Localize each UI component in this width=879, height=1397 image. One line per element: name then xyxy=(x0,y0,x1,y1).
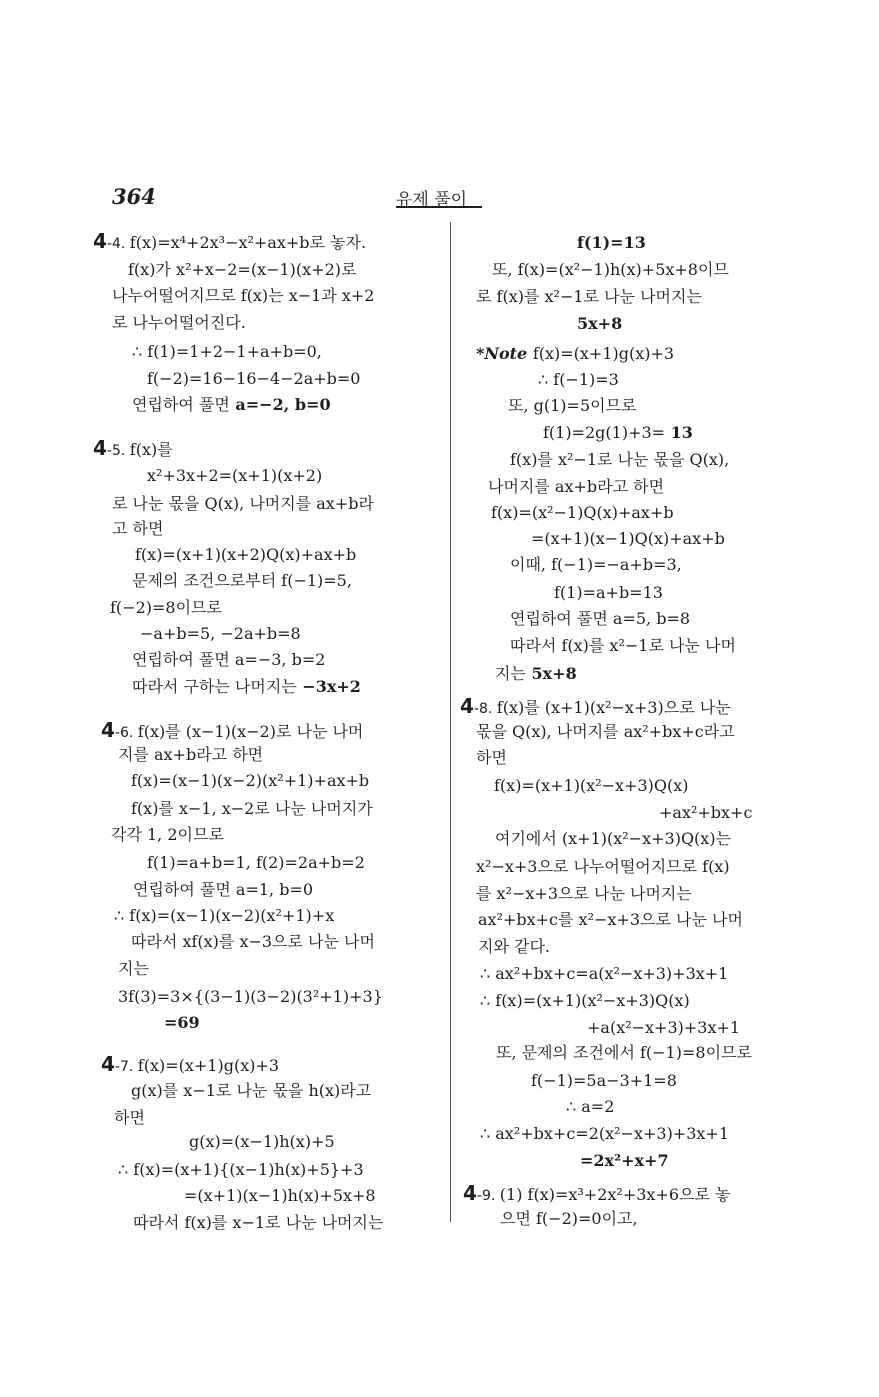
right-line xyxy=(495,664,577,684)
line-text: =(x+1)(x−1)h(x)+5x+8 xyxy=(184,1186,376,1205)
left-line xyxy=(133,880,313,900)
line-text: =(x+1)(x−1)Q(x)+ax+b xyxy=(531,529,725,548)
line-text: 으면 f(−2)=0이고, xyxy=(500,1209,638,1228)
line-text: 각각 1, 2이므로 xyxy=(111,825,224,844)
line-text: 지는 xyxy=(495,664,526,683)
line-text: 연립하여 풀면 a=−3, b=2 xyxy=(132,650,326,669)
left-line xyxy=(112,494,374,514)
left-line xyxy=(118,1160,364,1180)
right-line xyxy=(460,696,731,719)
left-line xyxy=(110,598,222,618)
line-text: 또, 문제의 조건에서 f(−1)=8이므로 xyxy=(496,1043,752,1062)
right-line xyxy=(476,344,674,364)
left-line xyxy=(131,932,375,952)
line-text: +ax²+bx+c xyxy=(659,803,753,822)
line-text: 이때, f(−1)=−a+b=3, xyxy=(510,555,682,574)
left-line xyxy=(147,466,322,486)
left-line xyxy=(118,745,263,765)
left-line xyxy=(135,545,356,565)
line-text: 또, f(x)=(x²−1)h(x)+5x+8이므 xyxy=(492,260,729,279)
right-line xyxy=(496,1043,752,1063)
line-text: f(x)를 xyxy=(129,440,173,459)
line-text: ∴ f(−1)=3 xyxy=(538,370,619,389)
problem-subnumber: -5. xyxy=(106,443,130,459)
line-text: 여기에서 (x+1)(x²−x+3)Q(x)는 xyxy=(495,829,732,848)
line-text: 몫을 Q(x), 나머지를 ax²+bx+c라고 xyxy=(476,722,735,741)
right-line xyxy=(478,937,550,957)
left-line xyxy=(114,1108,145,1128)
line-text: 연립하여 풀면 xyxy=(132,395,230,414)
line-text: ax²+bx+c를 x²−x+3으로 나눈 나머 xyxy=(478,910,743,929)
line-text: g(x)를 x−1로 나눈 몫을 h(x)라고 xyxy=(131,1081,372,1100)
line-text: ∴ ax²+bx+c=2(x²−x+3)+3x+1 xyxy=(480,1124,729,1143)
line-text: 지는 xyxy=(118,959,149,978)
line-text: 문제의 조건으로부터 f(−1)=5, xyxy=(132,571,352,590)
right-line xyxy=(492,260,729,280)
left-line xyxy=(131,771,369,791)
line-text: 하면 xyxy=(476,748,507,767)
line-text: x²+3x+2=(x+1)(x+2) xyxy=(147,466,323,485)
left-line xyxy=(164,1013,200,1033)
left-line xyxy=(112,313,246,333)
line-text: ∴ a=2 xyxy=(566,1097,615,1116)
right-line xyxy=(508,396,637,416)
left-line xyxy=(114,906,334,926)
right-line xyxy=(476,748,507,768)
right-line xyxy=(510,450,729,470)
answer-text: 5x+8 xyxy=(525,664,577,683)
line-text: 또, g(1)=5이므로 xyxy=(508,396,637,415)
problem-number: 4 xyxy=(93,436,107,460)
line-text: f(x)=(x²−1)Q(x)+ax+b xyxy=(491,503,674,522)
right-line xyxy=(659,803,752,823)
left-line xyxy=(132,395,331,415)
line-text: (1) f(x)=x³+2x²+3x+6으로 놓 xyxy=(499,1185,731,1204)
line-text: 지와 같다. xyxy=(478,937,550,956)
right-line xyxy=(476,287,702,307)
right-line xyxy=(510,555,682,575)
line-text: g(x)=(x−1)h(x)+5 xyxy=(189,1132,335,1151)
line-text: f(x)를 x²−1로 나눈 몫을 Q(x), xyxy=(510,450,730,469)
line-text: 연립하여 풀면 a=1, b=0 xyxy=(133,880,314,899)
right-line xyxy=(566,1097,614,1117)
right-line xyxy=(495,829,731,849)
problem-subnumber: -8. xyxy=(473,701,497,717)
left-line xyxy=(101,720,363,743)
right-line xyxy=(476,722,735,742)
line-text: ∴ f(x)=(x+1)(x²−x+3)Q(x) xyxy=(480,991,690,1010)
line-text: x²−x+3으로 나누어떨어지므로 f(x) xyxy=(476,857,730,876)
right-line xyxy=(577,233,646,253)
problem-number: 4 xyxy=(460,694,474,718)
left-line xyxy=(128,260,356,280)
right-line xyxy=(500,1209,638,1229)
line-text: 고 하면 xyxy=(112,519,164,538)
left-line xyxy=(133,1213,383,1233)
line-text: −a+b=5, −2a+b=8 xyxy=(140,624,301,643)
left-line xyxy=(112,286,374,306)
left-line xyxy=(132,677,361,697)
right-line xyxy=(510,609,690,629)
right-line xyxy=(538,370,619,390)
problem-subnumber: -7. xyxy=(114,1059,138,1075)
left-line xyxy=(112,519,163,539)
left-line xyxy=(118,959,149,979)
right-line xyxy=(587,1018,740,1038)
problem-subnumber: -4. xyxy=(106,236,130,252)
left-line xyxy=(118,987,383,1007)
line-text: 따라서 f(x)를 x−1로 나눈 나머지는 xyxy=(133,1213,384,1232)
right-line xyxy=(480,1124,729,1144)
left-line xyxy=(93,438,173,461)
line-text: ∴ f(x)=(x+1){(x−1)h(x)+5}+3 xyxy=(118,1160,364,1179)
line-text: f(x)=(x+1)(x+2)Q(x)+ax+b xyxy=(135,545,357,564)
right-line xyxy=(488,477,664,497)
line-text: 하면 xyxy=(114,1108,145,1127)
line-text: 로 나눈 몫을 Q(x), 나머지를 ax+b라 xyxy=(112,494,374,513)
line-text: f(x)=x⁴+2x³−x²+ax+b로 놓자. xyxy=(129,233,367,252)
line-text: +a(x²−x+3)+3x+1 xyxy=(587,1018,741,1037)
line-text: 로 나누어떨어진다. xyxy=(112,313,246,332)
line-text: 3f(3)=3×{(3−1)(3−2)(3²+1)+3} xyxy=(118,987,383,1006)
page-number: 364 xyxy=(112,184,156,209)
line-text: f(x)=(x+1)g(x)+3 xyxy=(137,1056,280,1075)
right-line xyxy=(531,1071,677,1091)
answer-text: f(1)=13 xyxy=(577,233,646,252)
line-text: f(−2)=8이므로 xyxy=(110,598,222,617)
right-line xyxy=(476,857,730,877)
line-text: f(−2)=16−16−4−2a+b=0 xyxy=(147,369,361,388)
line-text: ∴ ax²+bx+c=a(x²−x+3)+3x+1 xyxy=(480,964,729,983)
answer-text: =69 xyxy=(164,1013,200,1032)
right-line xyxy=(480,964,728,984)
line-text: 연립하여 풀면 a=5, b=8 xyxy=(510,609,691,628)
line-text: 로 f(x)를 x²−1로 나눈 나머지는 xyxy=(476,287,702,306)
running-head: 유제 풀이 xyxy=(396,190,468,210)
right-line xyxy=(491,503,674,523)
running-head-underline xyxy=(396,206,482,208)
line-text: 나누어떨어지므로 f(x)는 x−1과 x+2 xyxy=(112,286,375,305)
line-text: f(x)를 x−1, x−2로 나눈 나머지가 xyxy=(131,799,373,818)
line-text: f(x)=(x+1)g(x)+3 xyxy=(532,344,675,363)
note-label: *Note xyxy=(476,344,533,363)
line-text: f(x)를 (x−1)(x−2)로 나눈 나머 xyxy=(137,722,364,741)
answer-text: =2x²+x+7 xyxy=(580,1151,669,1170)
right-line xyxy=(476,884,692,904)
right-line xyxy=(580,1151,669,1171)
left-line xyxy=(140,624,301,644)
right-line xyxy=(531,529,725,549)
left-line xyxy=(93,231,366,254)
left-line xyxy=(132,342,322,362)
right-line xyxy=(478,910,743,930)
line-text: 따라서 구하는 나머지는 xyxy=(132,677,297,696)
left-line xyxy=(189,1132,335,1152)
left-line xyxy=(131,1081,371,1101)
answer-text: 5x+8 xyxy=(577,314,623,333)
line-text: f(x)가 x²+x−2=(x−1)(x+2)로 xyxy=(128,260,357,279)
line-text: ∴ f(x)=(x−1)(x−2)(x²+1)+x xyxy=(114,906,335,925)
problem-subnumber: -6. xyxy=(114,725,138,741)
line-text: 따라서 f(x)를 x²−1로 나눈 나머 xyxy=(510,636,736,655)
column-divider xyxy=(450,222,451,1222)
problem-subnumber: -9. xyxy=(476,1188,500,1204)
line-text: 따라서 xf(x)를 x−3으로 나눈 나머 xyxy=(131,932,375,951)
problem-number: 4 xyxy=(93,229,107,253)
left-line xyxy=(101,1054,279,1077)
line-text: f(1)=a+b=1, f(2)=2a+b=2 xyxy=(147,853,365,872)
problem-number: 4 xyxy=(101,718,115,742)
answer-text: a=−2, b=0 xyxy=(229,395,331,414)
line-text: 지를 ax+b라고 하면 xyxy=(118,745,264,764)
left-line xyxy=(131,799,373,819)
right-line xyxy=(463,1183,730,1206)
left-line xyxy=(147,369,360,389)
answer-text: −3x+2 xyxy=(296,677,361,696)
problem-number: 4 xyxy=(101,1052,115,1076)
line-text: ∴ f(1)=1+2−1+a+b=0, xyxy=(132,342,322,361)
left-line xyxy=(132,650,325,670)
problem-number: 4 xyxy=(463,1181,477,1205)
right-line xyxy=(543,423,693,443)
line-text: f(x)를 (x+1)(x²−x+3)으로 나눈 xyxy=(496,698,731,717)
answer-text: 13 xyxy=(665,423,693,442)
left-line xyxy=(184,1186,376,1206)
line-text: f(1)=a+b=13 xyxy=(554,583,663,602)
left-line xyxy=(111,825,224,845)
right-line xyxy=(510,636,736,656)
line-text: 나머지를 ax+b라고 하면 xyxy=(488,477,665,496)
right-line xyxy=(577,314,622,334)
line-text: f(x)=(x+1)(x²−x+3)Q(x) xyxy=(494,776,689,795)
line-text: f(−1)=5a−3+1=8 xyxy=(531,1071,677,1090)
right-line xyxy=(494,776,689,796)
line-text: f(x)=(x−1)(x−2)(x²+1)+ax+b xyxy=(131,771,370,790)
right-line xyxy=(480,991,690,1011)
right-line xyxy=(554,583,663,603)
left-line xyxy=(147,853,365,873)
line-text: 를 x²−x+3으로 나눈 나머지는 xyxy=(476,884,692,903)
line-text: f(1)=2g(1)+3= xyxy=(543,423,666,442)
left-line xyxy=(132,571,352,591)
